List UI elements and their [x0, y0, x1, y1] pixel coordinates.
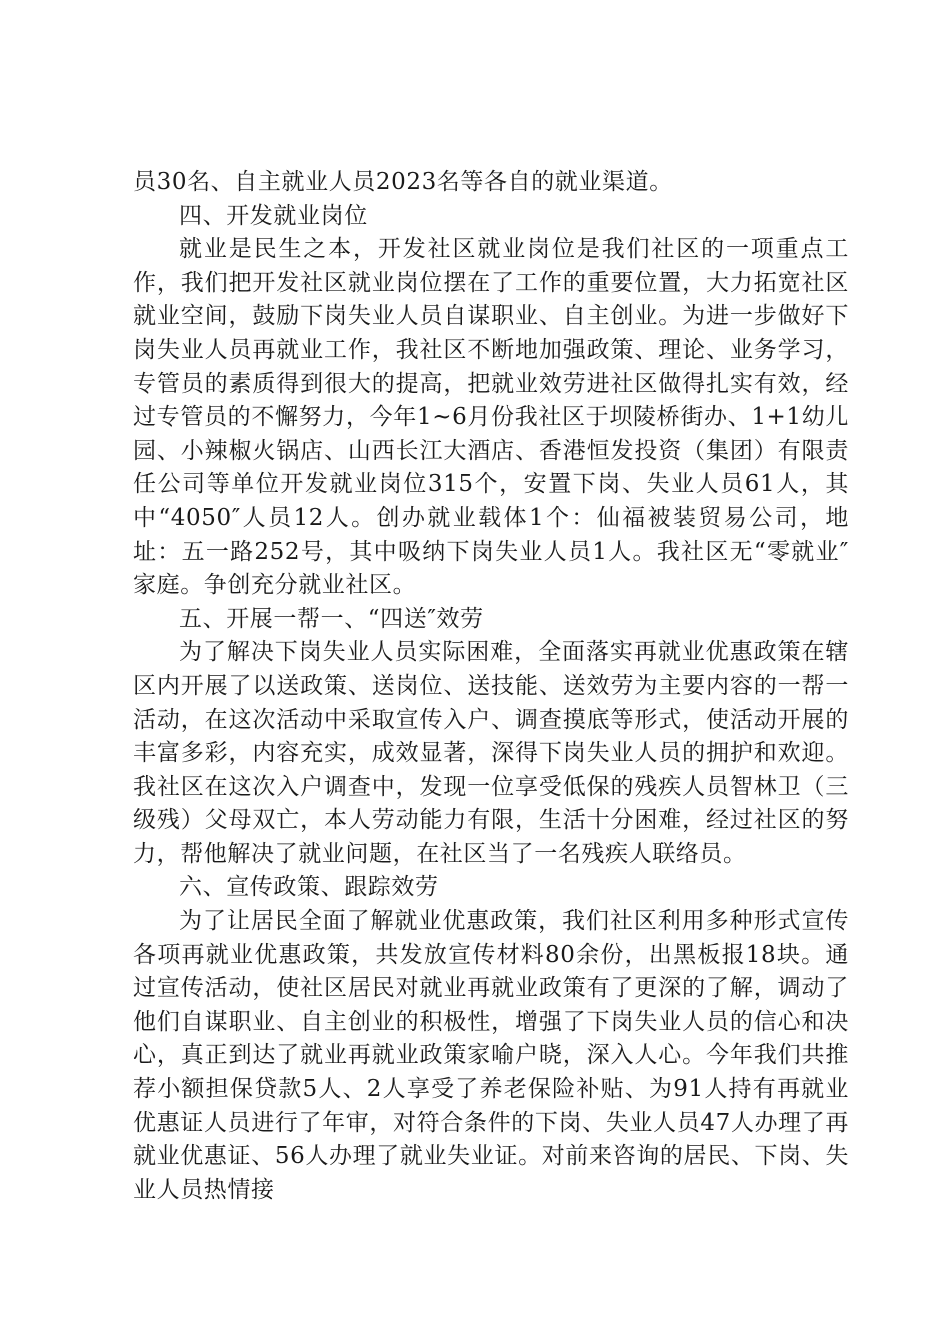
section-heading-4: 四、开发就业岗位	[179, 202, 368, 229]
paragraph-section-5: 为了解决下岗失业人员实际困难，全面落实再就业优惠政策在辖区内开展了以送政策、送岗位、送技能、送效劳为主要内容的一帮一活动，在这次活动中采取宣传入户、调查摸底等形式，使活动开展的丰富多彩，内容充实，成效显著，深得下岗失业人员的拥护和欢迎。我社区在这次入户调查中，发现一位享受低保的残疾人员智林卫（三级残）父母双亡，本人劳动能力有限，生活十分困难，经过社区的努力，帮他解决了就业问题，在社区当了一名残疾人联络员。	[133, 639, 849, 867]
section-heading-6: 六、宣传政策、跟踪效劳	[179, 874, 439, 901]
paragraph-continuation: 员30名、自主就业人员2023名等各自的就业渠道。	[133, 169, 673, 195]
paragraph-section-6: 为了让居民全面了解就业优惠政策，我们社区利用多种形式宣传各项再就业优惠政策，共发放宣传材料80余份，出黑板报18块。通过宣传活动，使社区居民对就业再就业政策有了更深的了解，调动了他们自谋职业、自主创业的积极性，增强了下岗失业人员的信心和决心，真正到达了就业再就业政策家喻户晓，深入人心。今年我们共推荐小额担保贷款5人、2人享受了养老保险补贴、为91人持有再就业优惠证人员进行了年审，对符合条件的下岗、失业人员47人办理了再就业优惠证、56人办理了就业失业证。对前来咨询的居民、下岗、失业人员热情接	[133, 908, 849, 1203]
section-heading-5: 五、开展一帮一、“四送″效劳	[179, 605, 484, 632]
paragraph-section-4: 就业是民生之本，开发社区就业岗位是我们社区的一项重点工作，我们把开发社区就业岗位摆在了工作的重要位置，大力拓宽社区就业空间，鼓励下岗失业人员自谋职业、自主创业。为进一步做好下岗失业人员再就业工作，我社区不断地加强政策、理论、业务学习，专管员的素质得到很大的提高，把就业效劳进社区做得扎实有效，经过专管员的不懈努力，今年1~6月份我社区于坝陵桥街办、1+1幼儿园、小辣椒火锅店、山西长江大酒店、香港恒发投资（集团）有限责任公司等单位开发就业岗位315个，安置下岗、失业人员61人，其中“4050″人员12人。创办就业载体1个：仙福被装贸易公司，地址：五一路252号，其中吸纳下岗失业人员1人。我社区无“零就业″家庭。争创充分就业社区。	[133, 236, 849, 599]
document-page	[133, 166, 849, 1207]
